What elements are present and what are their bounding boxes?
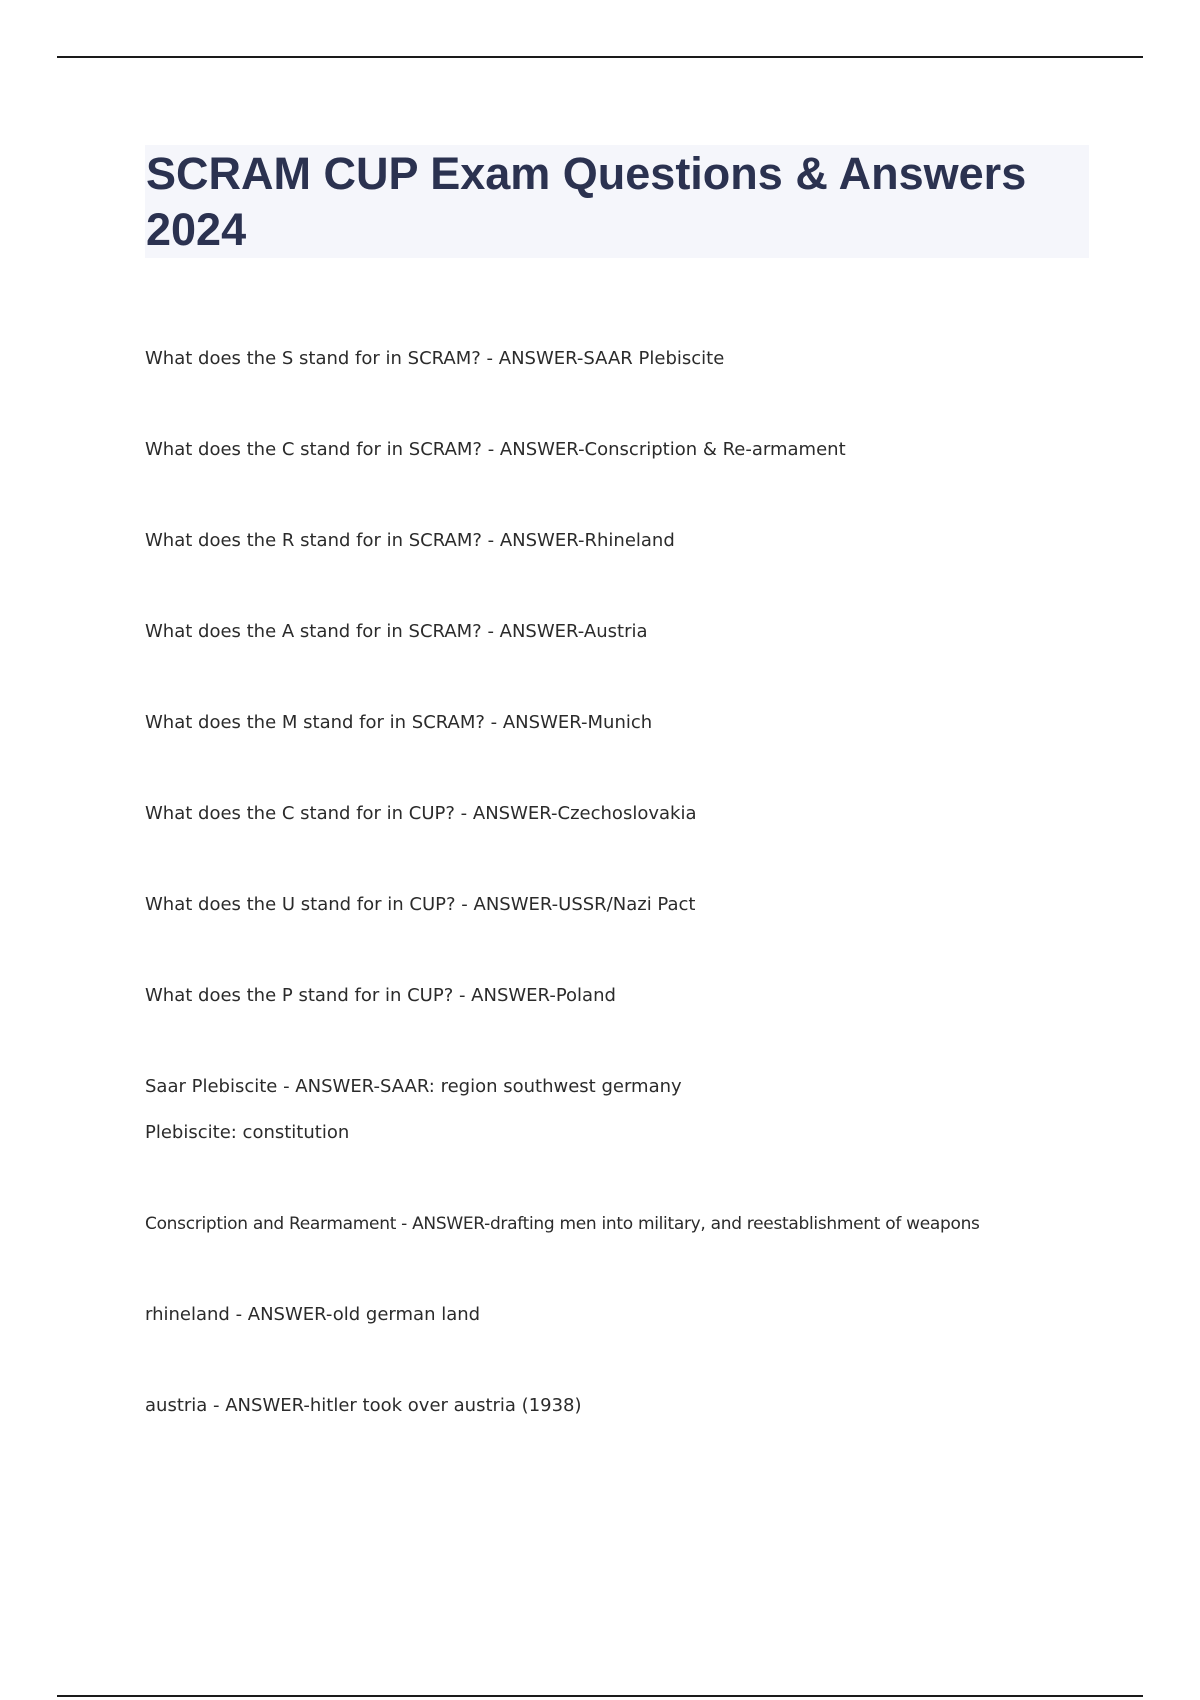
qa-item: What does the C stand for in CUP? - ANSWER-Czechoslovakia [145, 803, 697, 824]
qa-item: What does the A stand for in SCRAM? - ANSWER-Austria [145, 621, 648, 642]
qa-item-multiline [145, 1074, 1085, 1146]
qa-item: Conscription and Rearmament - ANSWER-drafting men into military, and reestablishment of weapons [145, 1214, 980, 1234]
qa-item: What does the R stand for in SCRAM? - ANSWER-Rhineland [145, 530, 675, 551]
qa-item: What does the C stand for in SCRAM? - ANSWER-Conscription & Re-armament [145, 439, 846, 460]
bottom-rule [57, 1695, 1143, 1697]
qa-item: What does the P stand for in CUP? - ANSWER-Poland [145, 985, 616, 1006]
top-rule [57, 56, 1143, 58]
qa-line: Saar Plebiscite - ANSWER-SAAR: region southwest germany [145, 1076, 682, 1097]
qa-item: What does the U stand for in CUP? - ANSWER-USSR/Nazi Pact [145, 894, 696, 915]
qa-item: What does the S stand for in SCRAM? - ANSWER-SAAR Plebiscite [145, 348, 725, 369]
qa-line: Plebiscite: constitution [145, 1122, 350, 1143]
qa-item: What does the M stand for in SCRAM? - ANSWER-Munich [145, 712, 653, 733]
qa-list [145, 346, 1085, 1484]
qa-item: rhineland - ANSWER-old german land [145, 1304, 481, 1325]
qa-item: austria - ANSWER-hitler took over austria (1938) [145, 1395, 582, 1416]
page-title: SCRAM CUP Exam Questions & Answers 2024 [146, 148, 1027, 255]
